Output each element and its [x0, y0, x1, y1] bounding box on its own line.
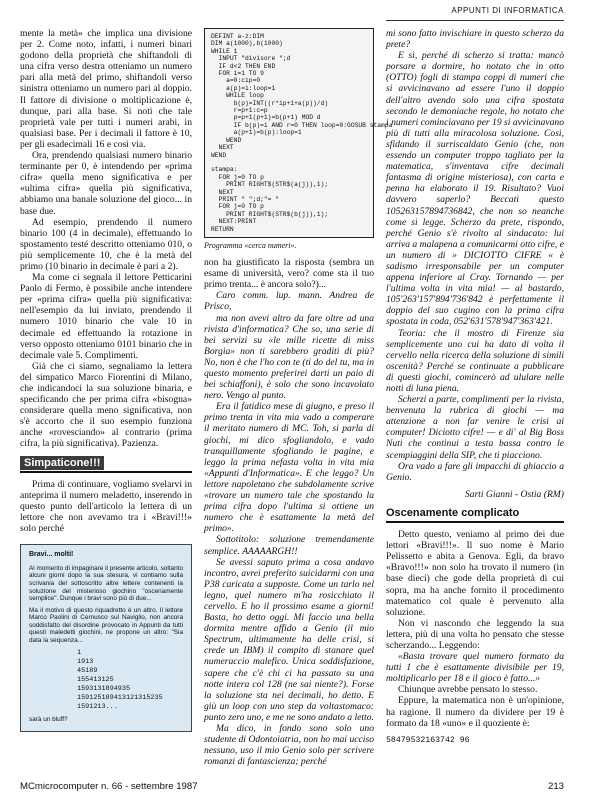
- quotient-number: 58479532163742 96: [386, 735, 470, 745]
- column-left: [20, 28, 192, 732]
- letter-title: Bravi... molti!: [29, 551, 74, 559]
- paragraph: mente la metà» che implica una divisione per 2. Come noto, infatti, i numeri binari godono della proprietà che shiftandoli di una cifra verso destra otteniamo un numero pari alla metà del primo, shiftandoli verso sinistra otteniamo un numero pari al doppio. Il fattore di divisione o moltiplicazione è, dunque, pari alla base. Si noti che tale proprietà vale per tutti i numeri arabi, in qualsiasi base. Per i decimali il fattore è 10, per gli esadecimali 16 e così via.: [20, 28, 192, 150]
- letter-body: Ma il motivo di questo riquadretto è un altro. Il lettore Marco Paolini di Cernusco sul Naviglio, non ancora soddisfatto del disordine provocato in Appunti da tutti questi maledetti giochini, ne propone un altro: "Sia data la sequenza...: [29, 606, 183, 645]
- letter-box: [20, 544, 192, 732]
- letter-paragraph: mi sono fatto invischiare in questo scherzo da prete?: [386, 28, 564, 51]
- paragraph: non ha giustificato la risposta (sembra un esame di università, vero? come sta il tuo primo trenta... è ancora solo?)...: [204, 257, 374, 291]
- letter-paragraph: Sottotitolo: soluzione tremendamente semplice. AAAAARGH!!: [204, 534, 374, 557]
- letter-paragraph: Era il fatidico mese di giugno, e preso il primo trenta in vita mia vado a comperare il meritato numero di MC. Toh, si parla di giochi, mi dico sfogliandolo, e vado tranquillamente sfogliando le pagine, e leggo la prima nefasta volta in vita mia «Appunti d'Informatica». E che leggo? Un lettore napoletano che subdolamente scrive «trovare un numero tale che spostando la prima cifra dopo l'ultima si ottiene un numero che è esattamente la metà del primo».: [204, 401, 374, 535]
- section-label: APPUNTI DI INFORMATICA: [451, 6, 564, 15]
- page-number: 213: [547, 781, 564, 792]
- section-title-simpaticone: Simpaticone!!!: [20, 456, 192, 473]
- code-listing: DEFINT a-z:DIM DIM a(1000),b(1000) WHILE 1 INPUT "divisore ";d IF d<2 THEN END FOR i=1 TO 9 a=0:cip=0 a(p)=i:loop=1 WHILE loop b(p)=INT((r*ip+1+a(p))/d) r=p+1:c=p p=p+1(p+1)=b(p+1) MOD d IF b(p)=i AND r=0 THEN loop=0:GOSUB stampa a(p+1)=b(p):loop=1 WEND NEXT WEND stampa: FOR j=0 TO p PRINT RIGHT$(STR$(a(j)),1); NEXT PRINT " ";d;"= " FOR j=0 TO p PRINT RIGHT$(STR$(b(j)),1); NEXT:PRINT RETURN: [204, 28, 374, 238]
- letter-paragraph: Teoria: che il mostro di Firenze sia semplicemente uno cui ha dato di volta il cervello nella ricerca della soluzione di simili oscenità? Perché se continuate a pubblicare di questi giochi, comincerò ad ululare nelle notti di luna piena.: [386, 327, 564, 394]
- magazine-issue: MCmicrocomputer n. 66 - settembre 1987: [20, 781, 198, 792]
- quote: «Basta trovare quel numero formato da tutti 1 che è esattamente divisibile per 19, moltiplicarlo per 18 e il gioco è fatto...»: [386, 651, 564, 685]
- number-sequence: 1 1913 45189 155413125 1593131894935 159125189413121315235 1591213...: [77, 648, 163, 711]
- paragraph: Ad esempio, prendendo il numero binario 100 (4 in decimale), effettuando lo spostamento testé descritto otteniamo 010, o più semplicemente 10, che è la metà del primo (10 binario in decimale è pari a 2).: [20, 216, 192, 272]
- letter-paragraph: Se avessi saputo prima a cosa andavo incontro, avrei preferito suicidarmi con una P38 caricata a supposte. Come un tarlo nel legno, quel numero m'ha rosicchiato il cervello. E ho il prossimo esame a giorni! Basta, ho detto oggi. Mi faccio una bella dormita mentre affido a Genio (il mio Spectrum, ultimamente ha delle crisi, si crede un IBM) il compito di stanare quel numeraccio malefico. Unica soddisfazione, sapere che c'è chi ci ha passato su una notte intera col 128 (ne sai niente?). Forse la soluzione sta nei decimali, ho detto. E giù un loop con uno step da voltastomaco: punto zero uno, e me ne sono andato a letto.: [204, 556, 374, 723]
- paragraph: Ma come ci segnala il lettore Petticarini Paolo di Fermo, è possibile anche intendere per «prima cifra» quella più significativa: nell'esempio da lui inviato, prendendo il numero 1010 binario che vale 10 in decimale ed effettuando la rotazione in verso opposto otteniamo 0101 binario che in decimale vale 5. Complimenti.: [20, 272, 192, 361]
- paragraph: Già che ci siamo, segnaliamo la lettera del simpatico Marco Fiorentini di Milano, che indicandoci la sua soluzione binaria, e specificando che per prima cifra «bisogna» considerare quella meno significativa, non s'è accorto che il suo esempio funziona anche «rovesciando» al contrario (prima cifra, la più significativa). Pazienza.: [20, 360, 192, 450]
- letter-paragraph: ma non avevi altro da fare oltre ad una rivista d'informatica? Che so, una serie di bei servizi su «le mille ricette di miss Borgia» non ti sarebbero graditi di più? No, non è che l'ho con te (ti do del tu, ma in questo momento preferirei darti un paio di bei schiaffoni), è solo che sono incavolato nero. Vengo al punto.: [204, 312, 374, 402]
- column-middle: [204, 28, 393, 768]
- paragraph: Prima di continuare, vogliamo svelarvi in anteprima il numero meladetto, inserendo in questo punto dell'articolo la lettera di un lettore che non avevamo tra i «Bravi!!!» solo perché: [20, 478, 192, 535]
- letter-closing: sarà un bluff?: [29, 715, 68, 723]
- letter-signature: Sarti Gianni - Ostia (RM): [464, 488, 564, 500]
- header-rule: [386, 20, 564, 21]
- letter-salutation: Caro comm. lup. mann. Andrea de Prisco,: [204, 290, 374, 313]
- paragraph: Ora, prendendo qualsiasi numero binario terminante per 0, è intendendo per «prima cifra» quella meno significativa e per «ultima cifra» quella più significativa, abbiamo una banale soluzione del gioco... in base due.: [20, 150, 192, 217]
- section-title-oscenamente: Oscenamente complicato: [386, 506, 564, 523]
- letter-paragraph: Ma dico, in fondo sono solo uno studente di Odontoiatria, non ho mai ucciso nessuno, uso il mio Genio solo per scrivere romanzi di fantascienza; perché: [204, 723, 374, 768]
- paragraph: Chiunque avrebbe pensato lo stesso.: [398, 684, 538, 696]
- paragraph: Eppure, la matematica non è un'opinione, ha ragione. Il numero da dividere per 19 è formato da 18 «uno» e il quoziente è:: [386, 695, 564, 729]
- column-right: [386, 28, 564, 746]
- letter-paragraph: E sì, perché di scherzo si tratta: mancò porsare a dormire, ho notato che in otto (OTTO) fogli di stampa coppi di numeri che si avvicinavano ad essere l'uno il doppio dell'altro avendo solo una cifra spostata secondo le demoniache regole, ho notato che i numeri cominciavano per 19 si avvicinavano più di tutti alla miracolosa soluzione. Così, sfidando il surriscaldato Genio (che, non essendo un computer troppo tagliato per la matematica, s'inventava cifre decimali fantasma di origine misteriosa), con carta e penna ha elaborato il 19. Risultato? Vuoi davvero saperlo? Beccati questo 105263157894736842, che non so neanche come si legge. Scherzo da prete, rispondo, perché Genio s'è rivolto al sindacato: lui arriva a malapena a comunicarmi otto cifre, e un numero di » DICIOTTO CIFRE « è sadismo irresponsabile per un computer appena inferiore al Cray. Tornando — per l'ultima volta in vita mia! — al bastardo, 105'263'157'894'736'842 è perfettamente il doppio del suo cugino con la prima cifra spostata in coda, 052'631'578'947'363'421.: [386, 50, 564, 328]
- letter-paragraph: Ora vado a fare gli impacchi di ghiaccio a Genio.: [386, 460, 564, 483]
- paragraph: Non vi nascondo che leggendo la sua lettera, più di una volta ho pensato che stesse scherzando... Leggendo:: [386, 617, 564, 651]
- letter-paragraph: Scherzi a parte, complimenti per la rivista, benvenuta la rubrica di giochi — ma attenzione a non far venire le crisi ai computer! Diciotto cifre! — e di' al Big Boss Nuti che continui a testa bassa contro le scempiaggini della SIP, che ti piacciono.: [386, 394, 564, 461]
- letter-body: Al momento di impaginare il presente articolo, soltanto alcuni giorni dopo la sua stesura, vi contiamo sulla scrivania del sottoscritto altre lettere contenenti la soluzione del misterioso giochino "oscenamente semplice". Dunque i bravi sono più di due...: [29, 564, 183, 603]
- code-caption: Programma «cerca numeri».: [204, 240, 297, 250]
- paragraph: Detto questo, veniamo al primo dei due lettori «Bravi!!!». Il suo nome è Mario Pelissetto e abita a Genova. Egli, da bravo «Bravo!!!» non solo ha trovato il numero (in base dieci) che gode della proprietà di cui sopra, ma ha anche fornito il procedimento matematico col quale è pervenuto alla soluzione.: [386, 529, 564, 618]
- page-header: [0, 6, 590, 22]
